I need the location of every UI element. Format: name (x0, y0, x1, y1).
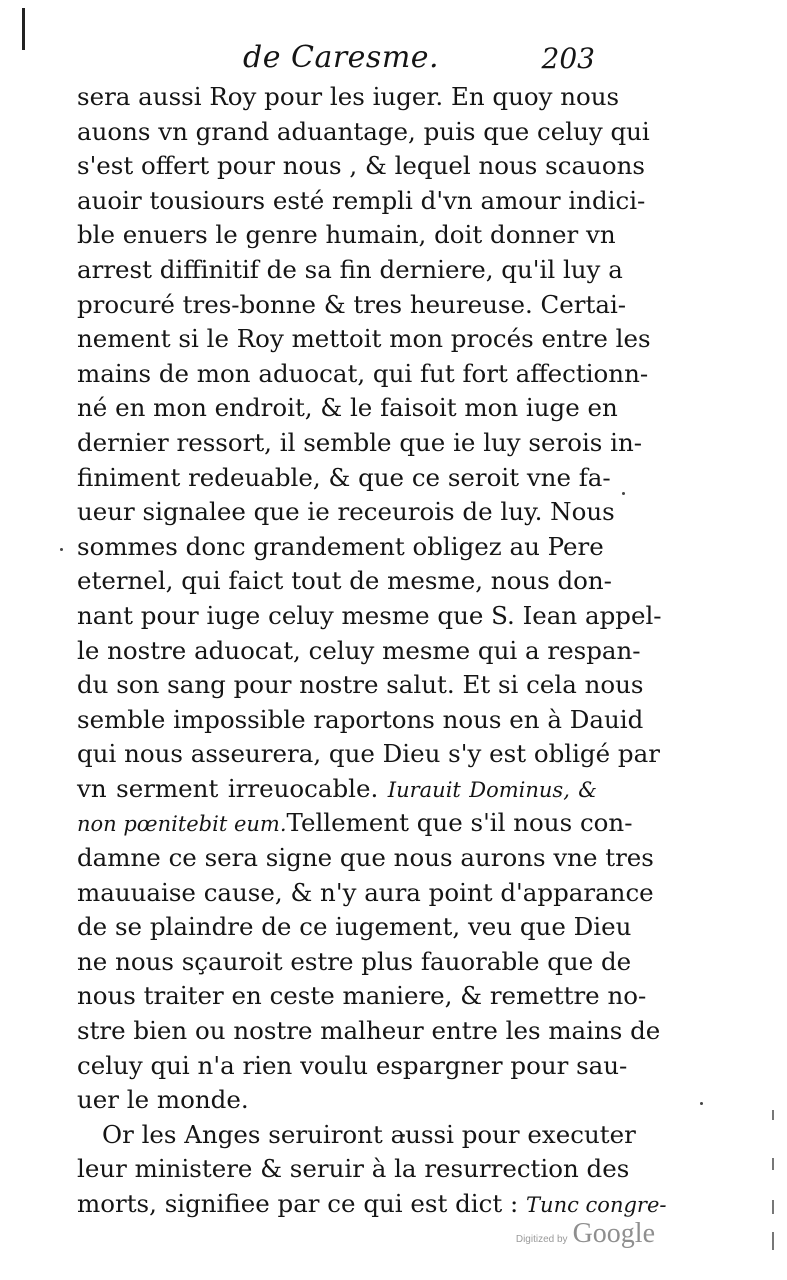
edge-speck (772, 1200, 774, 1214)
text-line: mains de mon aduocat, qui fut fort affectionn- (77, 358, 649, 388)
text-line: ne nous sçauroit estre plus fauorable que de (77, 946, 632, 976)
running-title: de Caresme. (243, 40, 440, 75)
digitized-watermark (516, 1218, 655, 1250)
text-line-mixed (77, 806, 633, 841)
text-line: nant pour iuge celuy mesme que S. Iean appel- (77, 600, 662, 630)
text-line-mixed (77, 772, 597, 807)
margin-mark (22, 8, 25, 50)
text-line: nement si le Roy mettoit mon procés entre les (77, 324, 651, 354)
text-line: le nostre aduocat, celuy mesme qui a respan- (77, 635, 641, 665)
watermark-caption: Digitized by (515, 1234, 568, 1245)
text-line: eternel, qui faict tout de mesme, nous don- (77, 566, 612, 596)
text-line: arrest diffinitif de sa fin derniere, qu'il luy a (77, 254, 623, 284)
text-line: damne ce sera signe que nous aurons vne tres (77, 843, 654, 873)
paper-speck (700, 1102, 703, 1105)
edge-speck (772, 1232, 774, 1250)
text-line: mauuaise cause, & n'y aura point d'apparance (77, 877, 654, 907)
text-line: celuy qui n'a rien voulu espargner pour sau- (77, 1050, 628, 1080)
text-line: qui nous asseurera, que Dieu s'y est obligé par (77, 739, 660, 769)
text-line: Or les Anges seruiront aussi pour executer (102, 1119, 636, 1149)
text-line: auoir tousiours esté rempli d'vn amour indici- (77, 185, 646, 215)
text-line: leur ministere & seruir à la resurrection des (77, 1154, 630, 1184)
google-logo: Google (572, 1218, 655, 1249)
text-line: dernier ressort, il semble que ie luy serois in- (77, 427, 643, 457)
paper-speck (60, 548, 63, 551)
text-line: du son sang pour nostre salut. Et si cela nous (77, 670, 644, 700)
text-line: sommes donc grandement obligez au Pere (77, 531, 604, 561)
text-line: ble enuers le genre humain, doit donner vn (77, 220, 616, 250)
body-text (77, 80, 667, 1222)
text-line: auons vn grand aduantage, puis que celuy qui (77, 116, 650, 146)
text-line: nous traiter en ceste maniere, & remettre no- (77, 981, 647, 1011)
text-line: né en mon endroit, & le faisoit mon iuge en (77, 393, 618, 423)
page-number: 203 (541, 42, 595, 75)
edge-speck (772, 1158, 774, 1170)
text-line: stre bien ou nostre malheur entre les mains de (77, 1016, 661, 1046)
text-line: s'est offert pour nous , & lequel nous scauons (77, 151, 645, 181)
edge-speck (772, 1110, 774, 1120)
text-line: sera aussi Roy pour les iuger. En quoy nous (77, 82, 620, 111)
latin-quote: Iurauit Dominus, & (387, 777, 597, 802)
text-line-mixed (77, 1187, 667, 1222)
text-line: ueur signalee que ie receurois de luy. Nous (77, 497, 615, 527)
text-segment: vn serment irreuocable. (77, 773, 379, 803)
text-segment: Tellement que s'il nous con- (286, 808, 633, 838)
text-line: uer le monde. (77, 1085, 249, 1115)
page-header (75, 40, 595, 80)
text-line: procuré tres-bonne & tres heureuse. Certai- (77, 289, 627, 319)
latin-quote: Tunc congre- (526, 1193, 667, 1217)
paper-speck (622, 492, 625, 495)
latin-quote: non pœnitebit eum. (77, 812, 287, 837)
text-line: de se plaindre de ce iugement, veu que Dieu (77, 912, 632, 942)
text-line: semble impossible raportons nous en à Dauid (77, 704, 644, 734)
text-segment: morts, signifiee par ce qui est dict : (77, 1189, 519, 1218)
text-line: finiment redeuable, & que ce seroit vne fa- (77, 462, 611, 492)
